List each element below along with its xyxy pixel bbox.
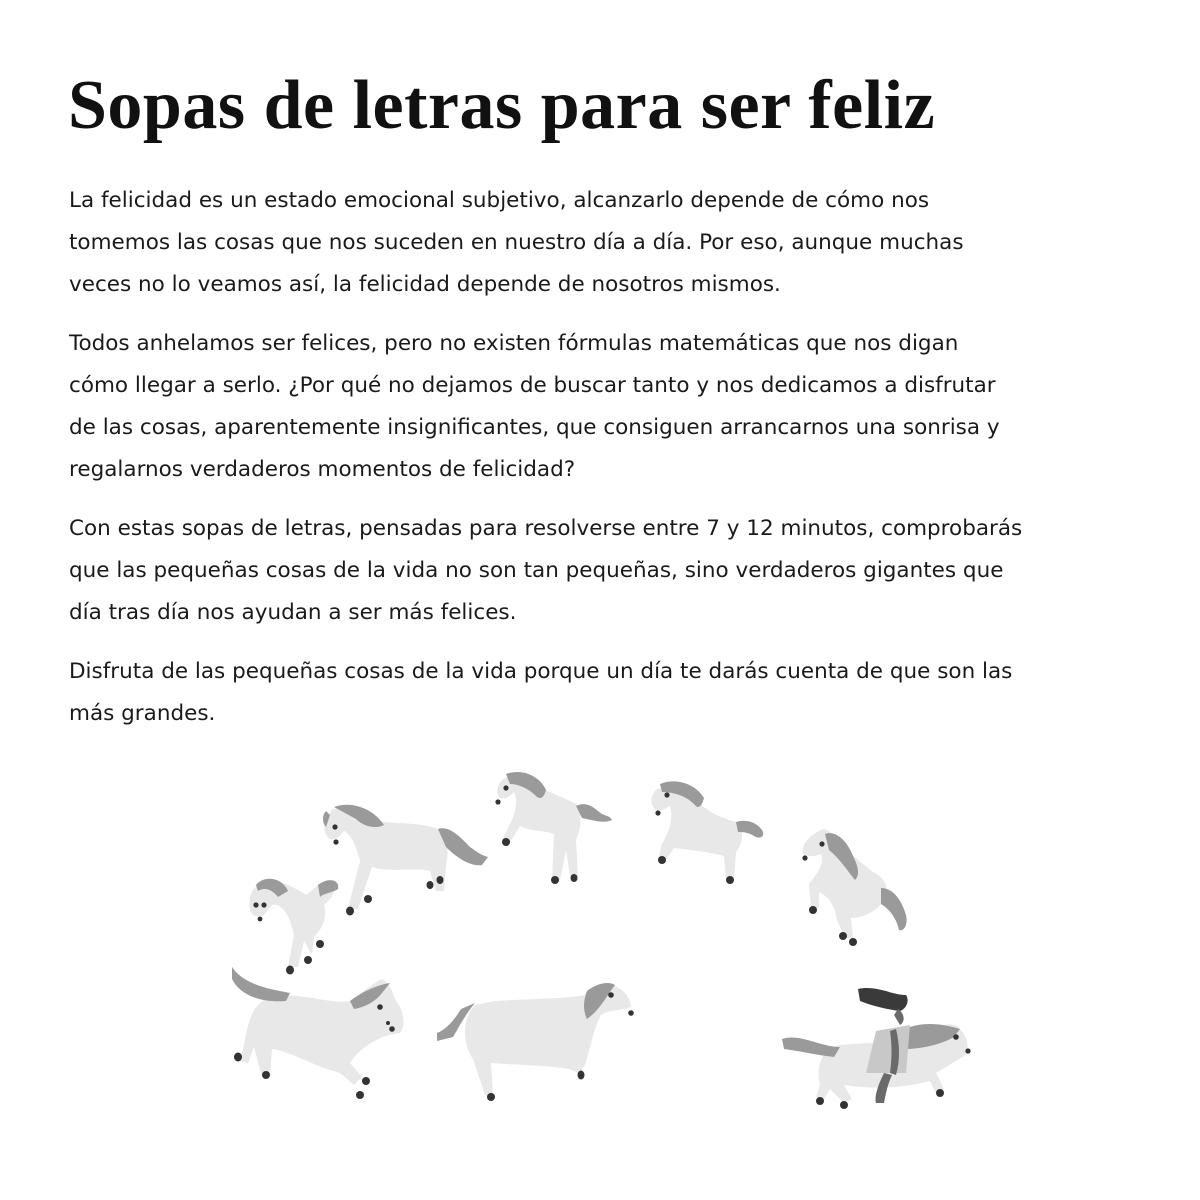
text-line: La felicidad es un estado emocional subjetivo, alcanzarlo depende de cómo nos (69, 188, 930, 213)
intro-text (69, 180, 1159, 752)
horse-icon (802, 829, 906, 946)
page-title: Sopas de letras para ser feliz (68, 67, 936, 144)
text-line: cómo llegar a serlo. ¿Por qué no dejamos de buscar tanto y nos dedicamos a disfrutar (69, 373, 996, 398)
horse-with-rider-icon (782, 988, 971, 1109)
text-line: Disfruta de las pequeñas cosas de la vida porque un día te darás cuenta de que son las (69, 659, 1013, 684)
paragraph-4 (69, 651, 1159, 735)
paragraph-3 (69, 508, 1159, 634)
horse-icon (652, 781, 764, 884)
text-line: de las cosas, aparentemente insignificantes, que consiguen arrancarnos una sonrisa y (69, 415, 1000, 440)
text-line: tomemos las cosas que nos suceden en nuestro día a día. Por eso, aunque muchas (69, 230, 964, 255)
horse-icon (495, 772, 612, 884)
text-line: que las pequeñas cosas de la vida no son tan pequeñas, sino verdaderos gigantes que (69, 558, 1004, 583)
horses-illustration (220, 760, 1000, 1160)
horse-icon (323, 805, 488, 916)
text-line: veces no lo veamos así, la felicidad depende de nosotros mismos. (69, 272, 781, 297)
horse-icon (437, 983, 634, 1101)
text-line: Todos anhelamos ser felices, pero no existen fórmulas matemáticas que nos digan (69, 331, 959, 356)
text-line: regalarnos verdaderos momentos de felicidad? (69, 457, 576, 482)
paragraph-1 (69, 180, 1159, 306)
text-line: Con estas sopas de letras, pensadas para resolverse entre 7 y 12 minutos, comprobarás (69, 516, 1023, 541)
horse-icon (232, 967, 403, 1099)
text-line: más grandes. (69, 701, 216, 726)
horse-icon (249, 879, 338, 975)
text-line: día tras día nos ayudan a ser más felices. (69, 600, 517, 625)
paragraph-2 (69, 323, 1159, 491)
